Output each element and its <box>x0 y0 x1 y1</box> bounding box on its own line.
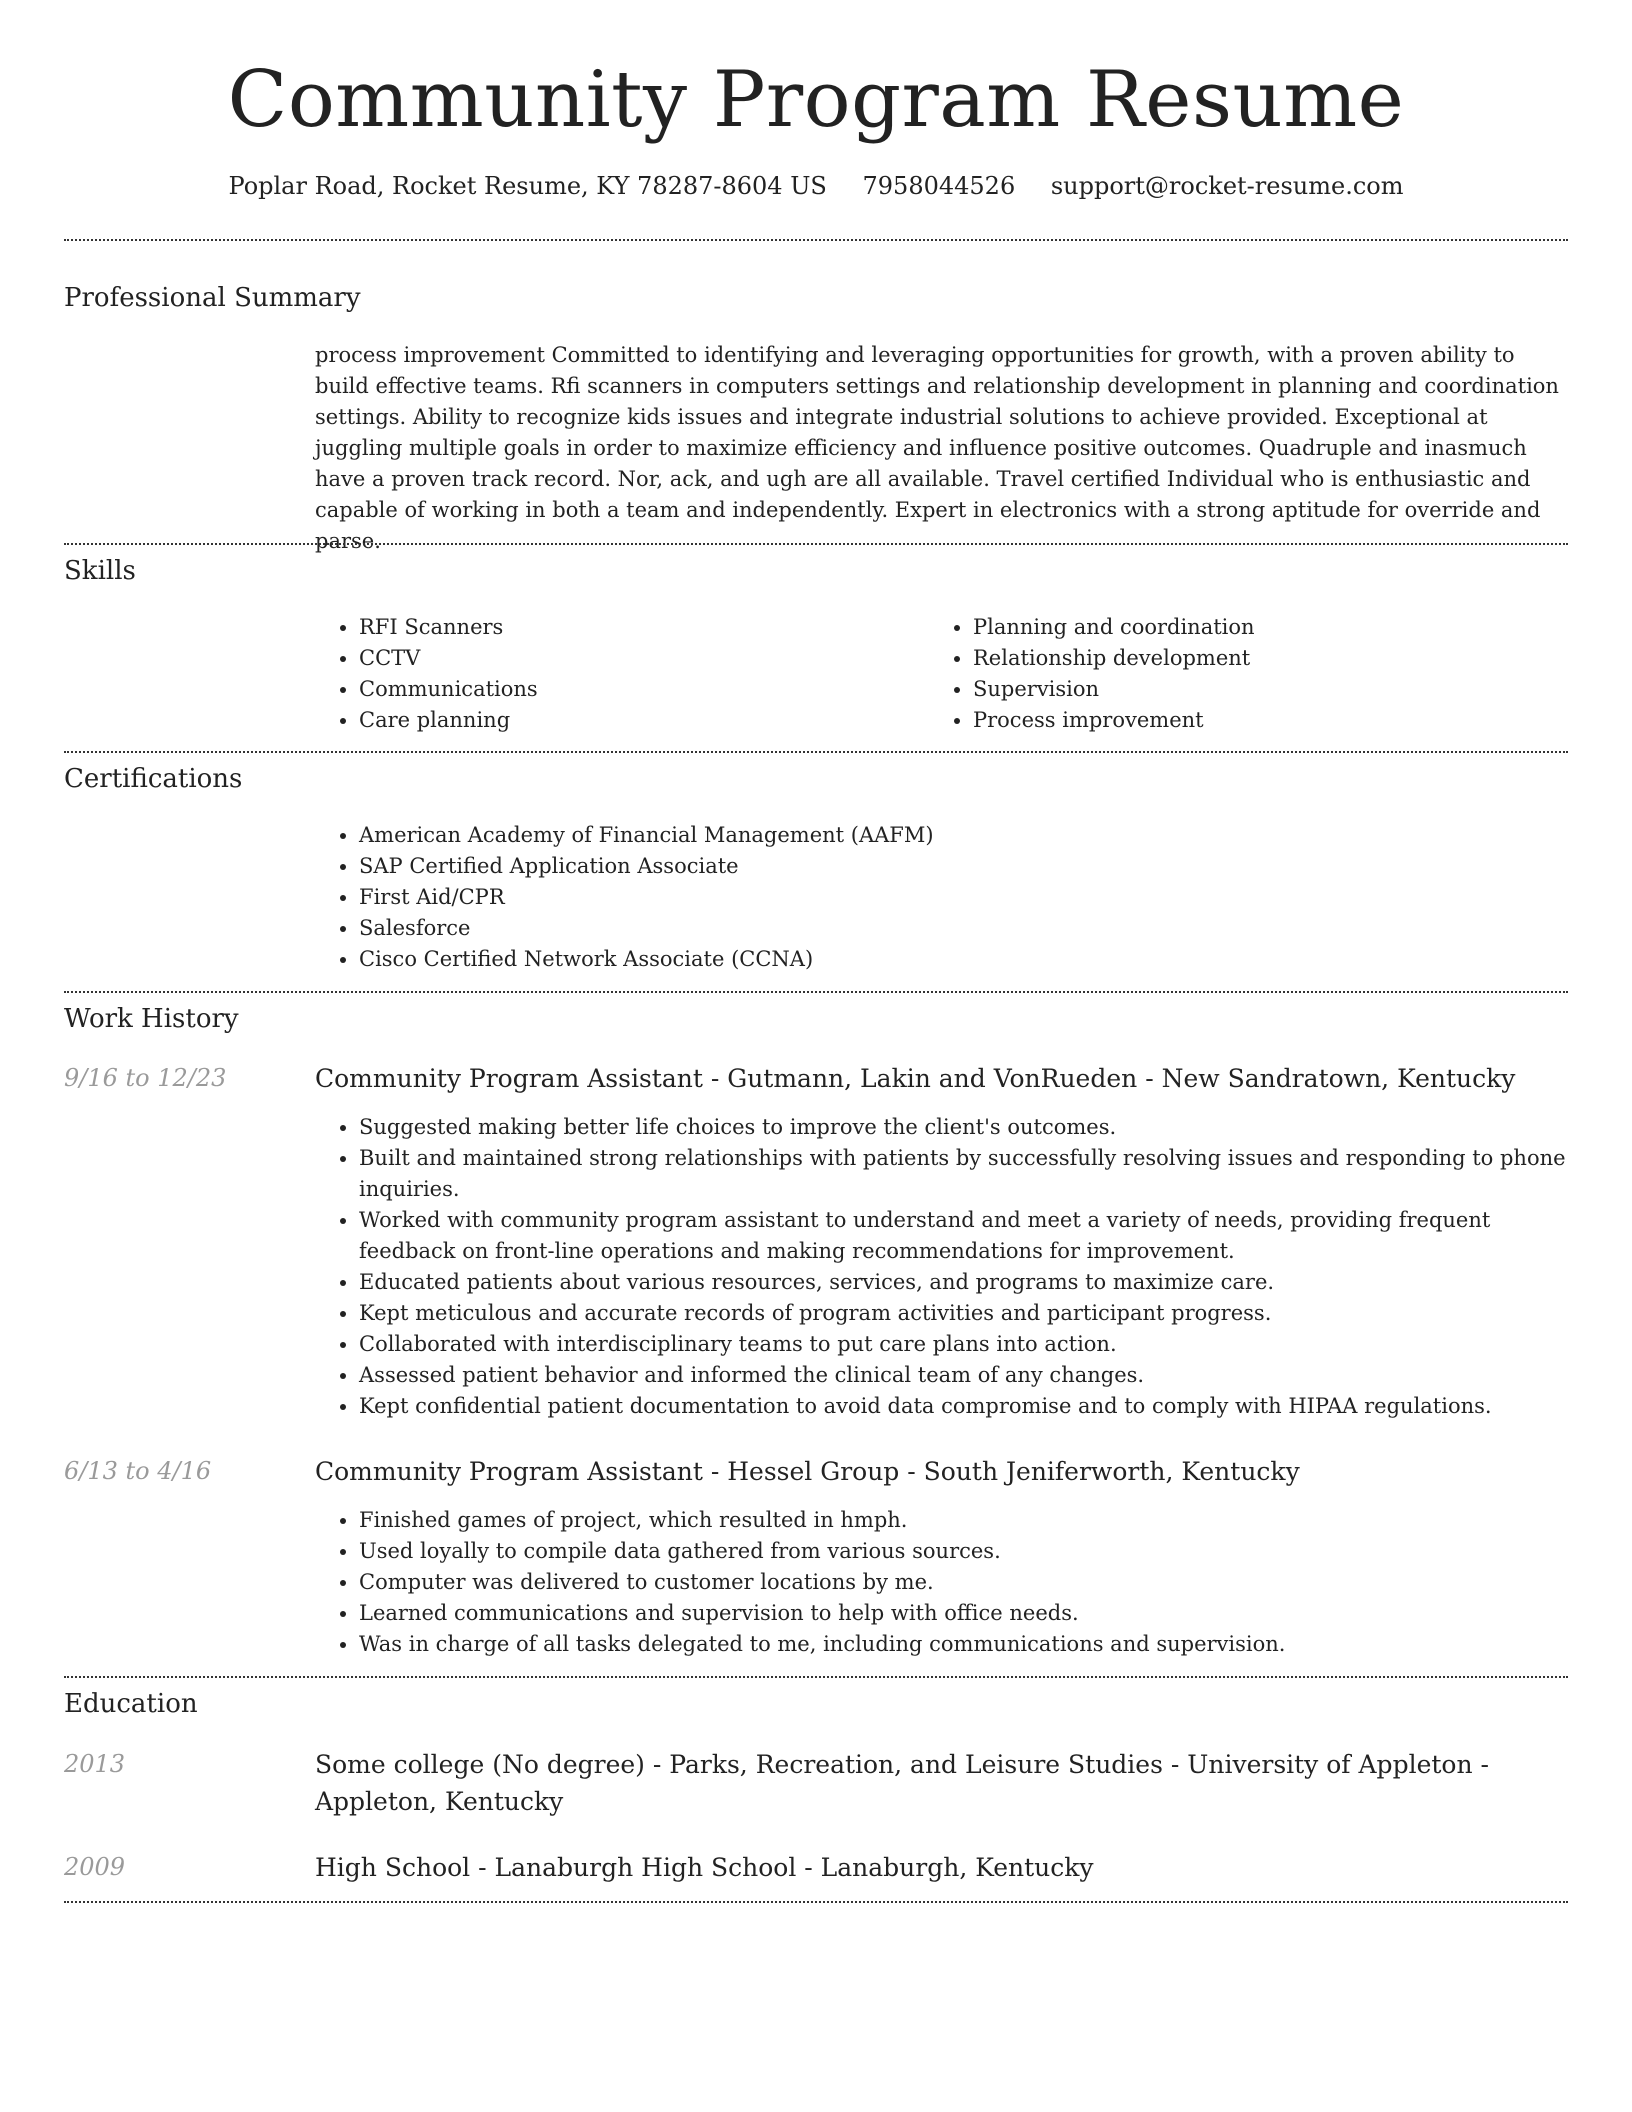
divider <box>64 1901 1568 1903</box>
job-bullets <box>315 1112 1568 1422</box>
skill-item: • Process improvement <box>973 705 1573 736</box>
education-degree: High School <box>315 1853 471 1882</box>
education-degree: Some college (No degree) - Parks, Recreation, and Leisure Studies <box>315 1750 1163 1779</box>
education-heading <box>315 1849 1568 1886</box>
contact-phone: 7958044526 <box>862 172 1016 200</box>
job-title: Community Program Assistant <box>315 1064 703 1093</box>
divider <box>64 543 1568 545</box>
job-bullet: • Kept meticulous and accurate records of program activities and participant progress. <box>359 1298 1568 1329</box>
skill-item: • CCTV <box>359 643 919 674</box>
job-employer-location: - Hessel Group - South Jeniferworth, Kentucky <box>702 1457 1300 1486</box>
skill-item: • Planning and coordination <box>973 612 1573 643</box>
job-title: Community Program Assistant <box>315 1457 703 1486</box>
job-heading <box>315 1060 1568 1097</box>
certification-item: • SAP Certified Application Associate <box>359 851 1559 882</box>
job-bullet: • Built and maintained strong relationships with patients by successfully resolving issues and responding to phone inquiries. <box>359 1143 1568 1205</box>
job-bullets <box>315 1505 1568 1660</box>
education-year: 2009 <box>64 1853 126 1881</box>
education-school-location: - University of Appleton - Appleton, Kentucky <box>315 1750 1489 1816</box>
job-bullet: • Computer was delivered to customer locations by me. <box>359 1567 1568 1598</box>
section-heading-summary: Professional Summary <box>64 283 361 313</box>
education-school-location: - Lanaburgh High School - Lanaburgh, Kentucky <box>470 1853 1094 1882</box>
contact-line <box>0 170 1632 202</box>
job-bullet: • Kept confidential patient documentation to avoid data compromise and to comply with HIPAA regulations. <box>359 1391 1568 1422</box>
certification-item: • Salesforce <box>359 913 1559 944</box>
job-employer-location: - Gutmann, Lakin and VonRueden - New Sandratown, Kentucky <box>702 1064 1516 1093</box>
job-bullet: • Worked with community program assistant to understand and meet a variety of needs, providing frequent feedback on front-line operations and making recommendations for improvement. <box>359 1205 1568 1267</box>
resume-title: Community Program Resume <box>227 55 1405 145</box>
certification-item: • Cisco Certified Network Associate (CCNA) <box>359 944 1559 975</box>
job-bullet: • Was in charge of all tasks delegated to me, including communications and supervision. <box>359 1629 1568 1660</box>
certifications-list <box>315 820 1559 975</box>
divider <box>64 751 1568 753</box>
contact-address: Poplar Road, Rocket Resume, KY 78287-8604 US <box>228 172 827 200</box>
skills-list-right <box>929 612 1573 736</box>
divider <box>64 991 1568 993</box>
certification-item: • First Aid/CPR <box>359 882 1559 913</box>
skills-list-left <box>315 612 919 736</box>
contact-email: support@rocket-resume.com <box>1050 172 1404 200</box>
divider <box>64 1676 1568 1678</box>
job-bullet: • Learned communications and supervision to help with office needs. <box>359 1598 1568 1629</box>
skill-item: • RFI Scanners <box>359 612 919 643</box>
section-heading-education: Education <box>64 1689 198 1719</box>
section-heading-work: Work History <box>64 1004 239 1034</box>
skill-item: • Supervision <box>973 674 1573 705</box>
job-bullet: • Used loyally to compile data gathered from various sources. <box>359 1536 1568 1567</box>
job-bullet: • Educated patients about various resources, services, and programs to maximize care. <box>359 1267 1568 1298</box>
divider <box>64 239 1568 241</box>
skill-item: • Relationship development <box>973 643 1573 674</box>
job-bullet: • Assessed patient behavior and informed the clinical team of any changes. <box>359 1360 1568 1391</box>
job-heading <box>315 1453 1568 1490</box>
job-dates: 6/13 to 4/16 <box>64 1457 212 1485</box>
section-heading-skills: Skills <box>64 556 136 586</box>
job-bullet: • Finished games of project, which resulted in hmph. <box>359 1505 1568 1536</box>
job-dates: 9/16 to 12/23 <box>64 1064 227 1092</box>
certification-item: • American Academy of Financial Management (AAFM) <box>359 820 1559 851</box>
job-bullet: • Collaborated with interdisciplinary teams to put care plans into action. <box>359 1329 1568 1360</box>
skill-item: • Care planning <box>359 705 919 736</box>
section-heading-certifications: Certifications <box>64 764 243 794</box>
skill-item: • Communications <box>359 674 919 705</box>
education-year: 2013 <box>64 1750 126 1778</box>
job-bullet: • Suggested making better life choices to improve the client's outcomes. <box>359 1112 1568 1143</box>
summary-text: process improvement Committed to identifying and leveraging opportunities for growth, with a proven ability to build effective teams. Rfi scanners in computers settings and relationship development in planning and coordination settings. Ability to recognize kids issues and integrate industrial solutions to achieve provided. Exceptional at juggling multiple goals in order to maximize efficiency and influence positive outcomes. Quadruple and inasmuch have a proven track record. Nor, ack, and ugh are all available. Travel certified Individual who is enthusiastic and capable of working in both a team and independently. Expert in electronics with a strong aptitude for override and parse. <box>315 343 1559 553</box>
education-heading <box>315 1746 1568 1820</box>
